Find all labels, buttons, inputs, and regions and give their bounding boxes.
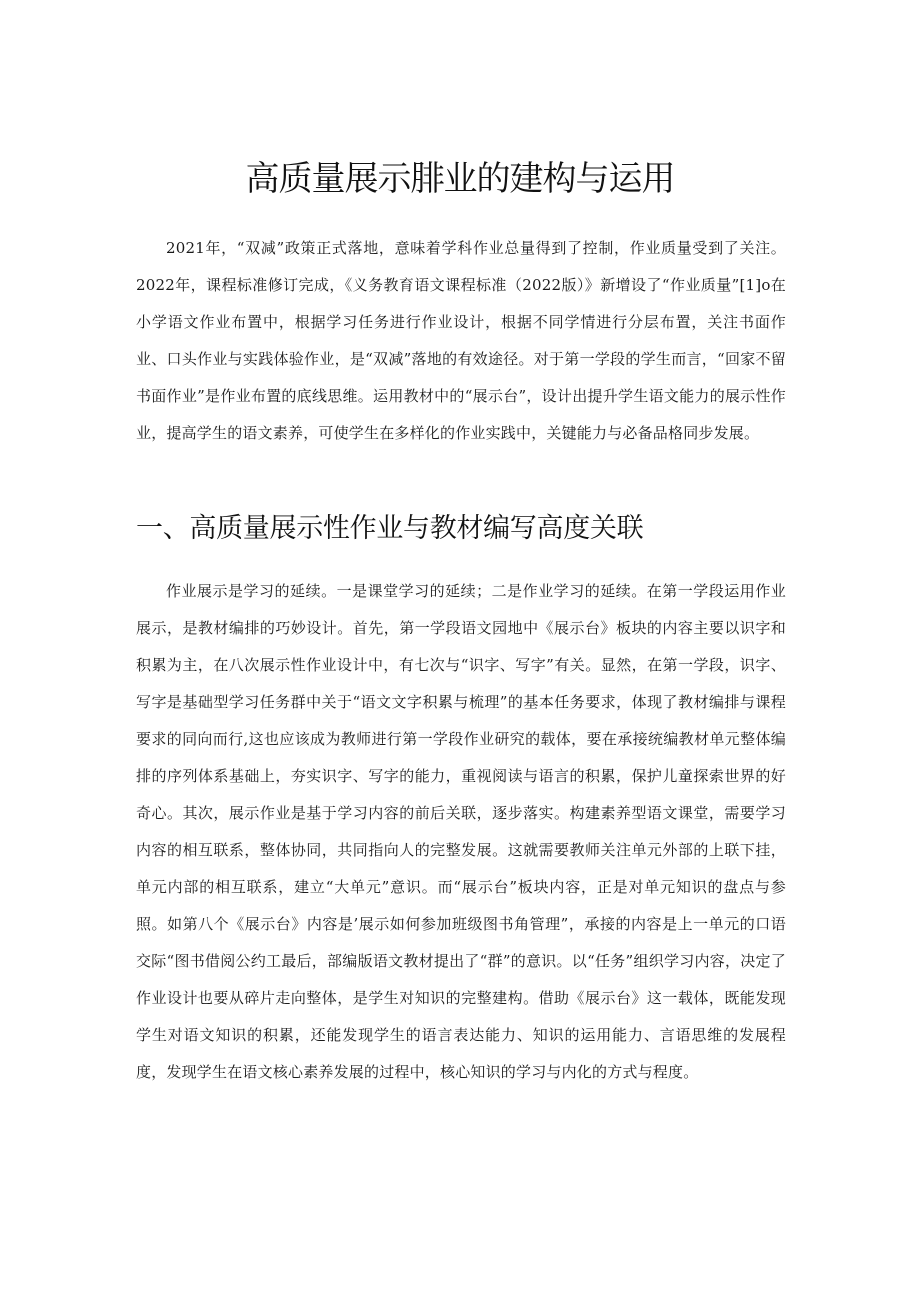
section-1-paragraph: 作业展示是学习的延续。一是课堂学习的延续；二是作业学习的延续。在第一学段运用作业展示，是教材编排的巧妙设计。首先，第一学段语文园地中《展示台》板块的内容主要以识字和积累为主，在八次展示性作业设计中，有七次与“识字、写字”有关。显然，在第一学段，识字、写字是基础型学习任务群中关于“语文文字积累与梳理”的基本任务要求，体现了教材编排与课程要求的同向而行,这也应该成为教师进行第一学段作业研究的载体，要在承接统编教材单元整体编排的序列体系基础上，夯实识字、写字的能力，重视阅读与语言的积累，保护儿童探索世界的好奇心。其次，展示作业是基于学习内容的前后关联，逐步落实。构建素养型语文课堂，需要学习内容的相互联系，整体协同，共同指向人的完整发展。这就需要教师关注单元外部的上联下挂，单元内部的相互联系，建立“大单元”意识。而“展示台”板块内容，正是对单元知识的盘点与参照。如第八个《展示台》内容是’展示如何参加班级图书角管理”，承接的内容是上一单元的口语交际“图书借阅公约工最后，部编版语文教材提出了“群”的意识。以“任务”组织学习内容，决定了作业设计也要从碎片走向整体，是学生对知识的完整建构。借助《展示台》这一载体，既能发现学生对语文知识的积累，还能发现学生的语言表达能力、知识的运用能力、言语思维的发展程度，发现学生在语文核心素养发展的过程中，核心知识的学习与内化的方式与程度。: [136, 582, 786, 1081]
intro-paragraph: 2021年，“双减”政策正式落地，意味着学科作业总量得到了控制，作业质量受到了关注。2022年，课程标准修订完成，《义务教育语文课程标准（2022版）》新增设了“作业质量”[1]o在小学语文作业布置中，根据学习任务进行作业设计，根据不同学情进行分层布置，关注书面作业、口头作业与实践体验作业，是“双减”落地的有效途径。对于第一学段的学生而言，“回家不留书面作业”是作业布置的底线思维。运用教材中的“展示台”，设计出提升学生语文能力的展示性作业，提高学生的语文素养，可使学生在多样化的作业实践中，关键能力与必备品格同步发展。: [136, 239, 786, 442]
document-title: 高质量展示腓业的建构与运用: [245, 159, 675, 199]
section-1-heading: 一、高质量展示性作业与教材编写高度关联: [136, 513, 644, 544]
